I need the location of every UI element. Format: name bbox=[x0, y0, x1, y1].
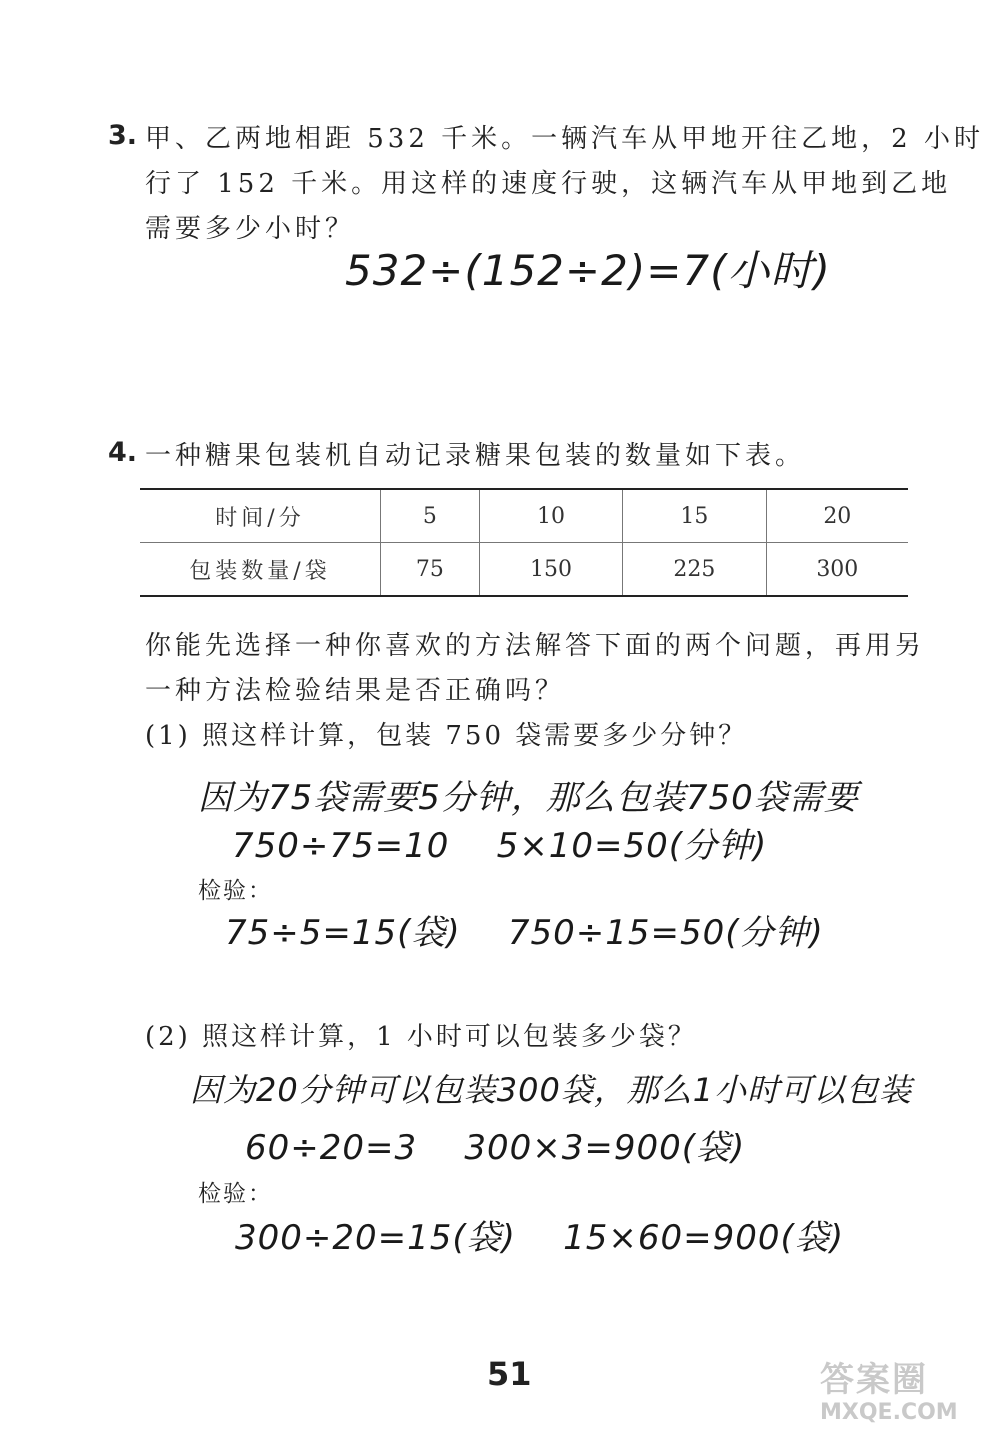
part2-answer-line-2: 60÷20=3 300×3=900(袋) bbox=[245, 1128, 746, 1168]
table-cell: 75 bbox=[381, 543, 480, 597]
part1-answer-line-1: 因为75袋需要5分钟，那么包装750袋需要 bbox=[198, 778, 859, 818]
watermark-site: MXQE.COM bbox=[820, 1400, 958, 1425]
part1-question: (1) 照这样计算，包装 750 袋需要多少分钟？ bbox=[145, 721, 748, 751]
watermark-logo: 答案圈 bbox=[820, 1360, 928, 1400]
page-number: 51 bbox=[487, 1355, 532, 1393]
table-cell: 5 bbox=[381, 489, 480, 543]
q3-handwritten-answer: 532÷(152÷2)=7(小时) bbox=[345, 246, 831, 295]
part2-question: (2) 照这样计算，1 小时可以包装多少袋？ bbox=[145, 1022, 697, 1052]
table-cell: 10 bbox=[479, 489, 622, 543]
table-cell: 150 bbox=[479, 543, 622, 597]
table-row bbox=[140, 489, 908, 543]
part2-answer-line-1: 因为20分钟可以包装300袋，那么1小时可以包装 bbox=[190, 1071, 913, 1109]
part2-check-label: 检验： bbox=[198, 1181, 273, 1207]
table-cell: 15 bbox=[623, 489, 766, 543]
table-cell: 包装数量/袋 bbox=[140, 543, 381, 597]
part1-answer-line-2: 750÷75=10 5×10=50(分钟) bbox=[232, 826, 768, 866]
q3-number: 3. bbox=[108, 120, 138, 151]
q4-intro: 一种糖果包装机自动记录糖果包装的数量如下表。 bbox=[145, 441, 806, 471]
q3-line-1: 甲、乙两地相距 532 千米。一辆汽车从甲地开往乙地，2 小时 bbox=[145, 124, 984, 154]
q3-line-2: 行了 152 千米。用这样的速度行驶，这辆汽车从甲地到乙地 bbox=[145, 169, 952, 199]
part2-check-line: 300÷20=15(袋) 15×60=900(袋) bbox=[235, 1218, 845, 1258]
table-cell: 225 bbox=[623, 543, 766, 597]
table-cell: 时间/分 bbox=[140, 489, 381, 543]
part1-check-line: 75÷5=15(袋) 750÷15=50(分钟) bbox=[225, 913, 824, 953]
table-cell: 20 bbox=[766, 489, 908, 543]
packaging-table bbox=[140, 488, 908, 597]
q4-number: 4. bbox=[108, 437, 138, 468]
table-row bbox=[140, 543, 908, 597]
q4-instruction-2: 一种方法检验结果是否正确吗？ bbox=[145, 676, 566, 706]
part1-check-label: 检验： bbox=[198, 878, 273, 904]
table-cell: 300 bbox=[766, 543, 908, 597]
q4-instruction-1: 你能先选择一种你喜欢的方法解答下面的两个问题，再用另 bbox=[145, 631, 926, 661]
q3-line-3: 需要多少小时？ bbox=[145, 214, 356, 244]
